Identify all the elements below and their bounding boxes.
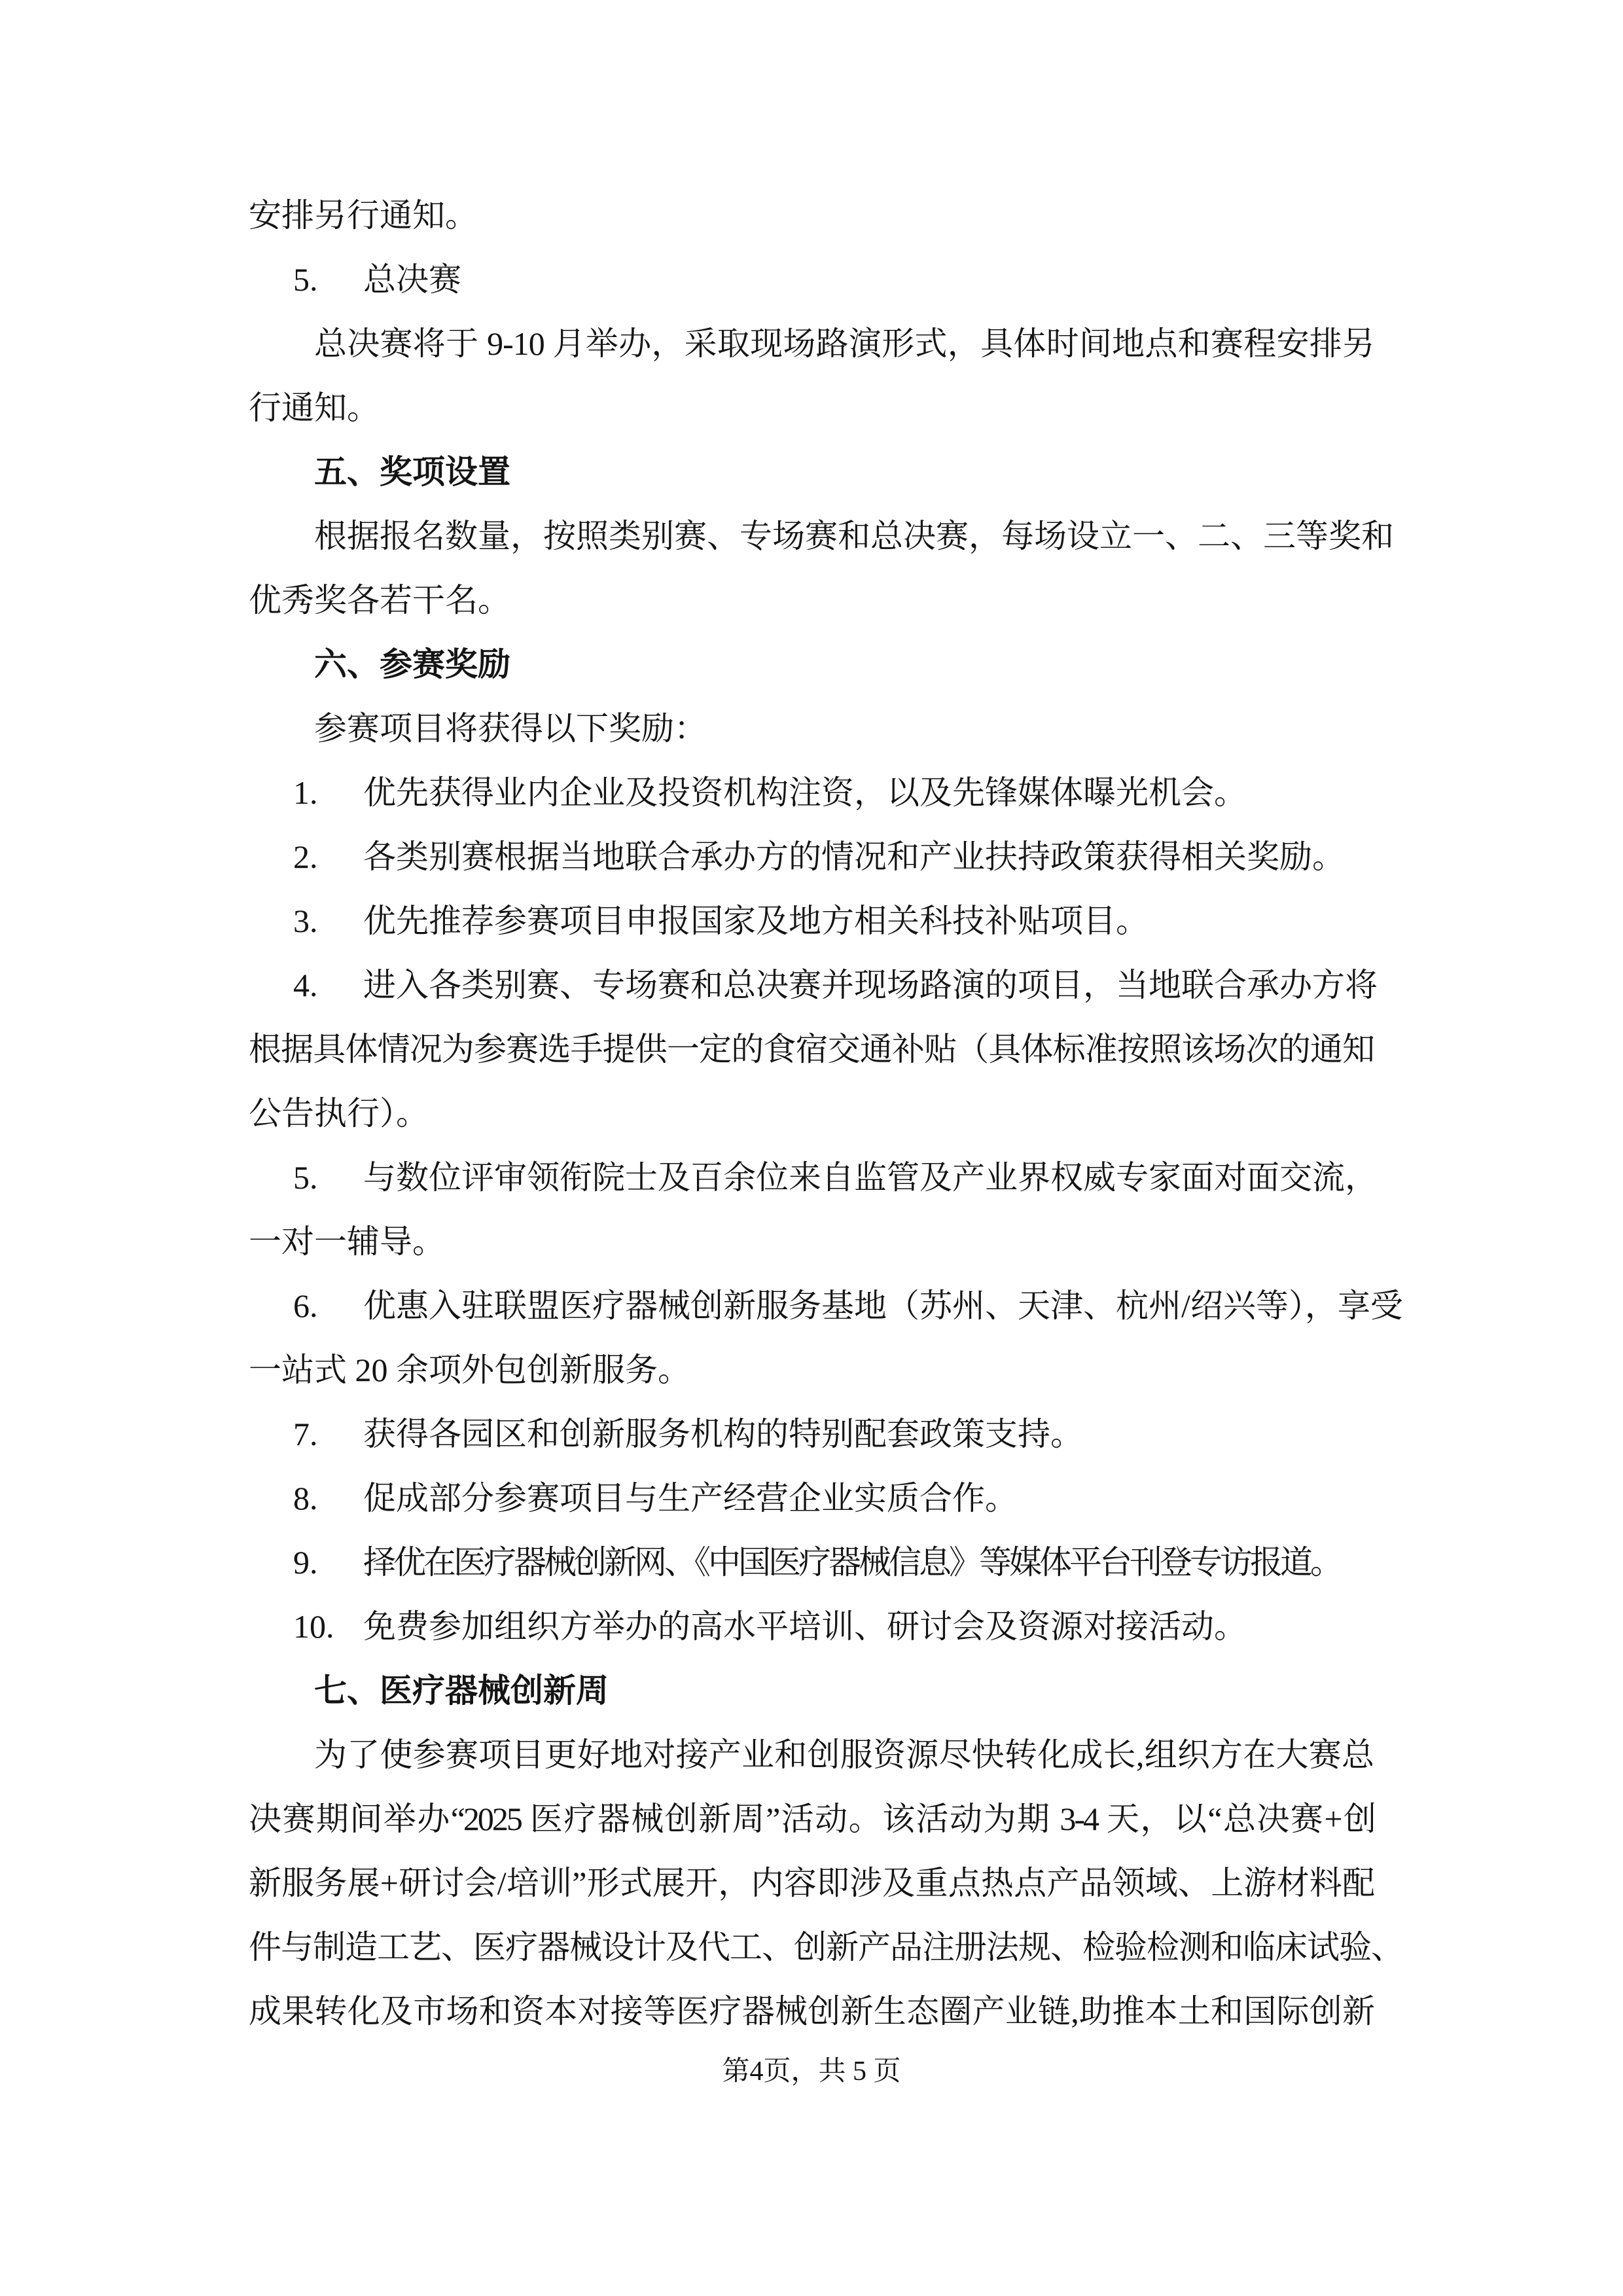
- list-item-text: 择优在医疗器械创新网、《中国医疗器械信息》等媒体平台刊登专访报道。: [363, 1544, 1340, 1581]
- list-item-line: [249, 247, 1374, 312]
- page-footer: 第4页，共 5 页: [722, 2056, 901, 2087]
- list-number: 9.: [293, 1544, 318, 1581]
- paragraph-line: 安排另行通知。: [249, 197, 478, 234]
- section-heading: 五、奖项设置: [314, 454, 510, 490]
- section-heading: 六、参赛奖励: [314, 646, 510, 683]
- list-item-text: 优先获得业内企业及投资机构注资，以及先锋媒体曝光机会。: [363, 774, 1247, 811]
- list-item-line: [249, 1594, 1374, 1659]
- list-item-text: 免费参加组织方举办的高水平培训、研讨会及资源对接活动。: [363, 1608, 1247, 1645]
- document-body: [249, 183, 1403, 2043]
- list-item-line: [249, 889, 1374, 953]
- list-item-text: 各类别赛根据当地联合承办方的情况和产业扶持政策获得相关奖励。: [363, 838, 1345, 875]
- paragraph-line: 总决赛将于 9-10 月举办，采取现场路演形式，具体时间地点和赛程安排另: [314, 325, 1374, 362]
- list-number: 8.: [293, 1480, 318, 1516]
- list-number: 4.: [293, 967, 318, 1003]
- list-item-line: [249, 1466, 1374, 1530]
- list-item-text: 与数位评审领衔院士及百余位来自监管及产业界权威专家面对面交流，: [363, 1159, 1378, 1196]
- list-item-line: [249, 825, 1374, 889]
- list-item-text: 总决赛: [363, 261, 461, 298]
- paragraph-line: 一站式 20 余项外包创新服务。: [249, 1352, 690, 1388]
- list-number: 5.: [293, 261, 318, 298]
- paragraph-line: 新服务展+研讨会/培训”形式展开，内容即涉及重点热点产品领域、上游材料配: [249, 1865, 1374, 1901]
- list-number: 3.: [293, 903, 318, 939]
- paragraph-line: 公告执行）。: [249, 1095, 429, 1132]
- paragraph-line: 根据报名数量，按照类别赛、专场赛和总决赛，每场设立一、二、三等奖和: [314, 518, 1394, 554]
- paragraph-line: 成果转化及市场和资本对接等医疗器械创新生态圈产业链,助推本土和国际创新: [249, 1993, 1374, 2030]
- list-number: 1.: [293, 774, 318, 811]
- list-item-text: 促成部分参赛项目与生产经营企业实质合作。: [363, 1480, 1018, 1516]
- paragraph-line: 优秀奖各若干名。: [249, 582, 510, 619]
- list-item-line: [249, 761, 1374, 825]
- list-item-line: [249, 953, 1378, 1017]
- paragraph-line: 参赛项目将获得以下奖励：: [314, 710, 707, 747]
- paragraph-line: 为了使参赛项目更好地对接产业和创服资源尽快转化成长,组织方在大赛总: [314, 1736, 1374, 1773]
- list-number: 2.: [293, 838, 318, 875]
- list-number: 5.: [293, 1159, 318, 1196]
- paragraph-line: 件与制造工艺、医疗器械设计及代工、创新产品注册法规、检验检测和临床试验、: [249, 1929, 1403, 1965]
- list-item-line: [249, 1402, 1374, 1466]
- list-item-text: 进入各类别赛、专场赛和总决赛并现场路演的项目，当地联合承办方将: [363, 967, 1378, 1003]
- paragraph-line: 决赛期间举办“2025 医疗器械创新周”活动。该活动为期 3-4 天，以“总决赛+创: [249, 1801, 1374, 1837]
- list-number: 6.: [293, 1287, 318, 1324]
- list-item-line: [249, 1145, 1378, 1210]
- list-item-line: [249, 1274, 1403, 1338]
- list-item-text: 优惠入驻联盟医疗器械创新服务基地（苏州、天津、杭州/绍兴等），享受: [363, 1287, 1403, 1324]
- paragraph-line: 根据具体情况为参赛选手提供一定的食宿交通补贴（具体标准按照该场次的通知: [249, 1031, 1374, 1067]
- list-number: 10.: [293, 1608, 334, 1645]
- paragraph-line: 一对一辅导。: [249, 1223, 445, 1260]
- list-item-text: 获得各园区和创新服务机构的特别配套政策支持。: [363, 1416, 1083, 1452]
- paragraph-line: 行通知。: [249, 389, 380, 426]
- list-item-text: 优先推荐参赛项目申报国家及地方相关科技补贴项目。: [363, 903, 1149, 939]
- list-item-line: [249, 1530, 1374, 1594]
- section-heading: 七、医疗器械创新周: [314, 1672, 609, 1709]
- list-number: 7.: [293, 1416, 318, 1452]
